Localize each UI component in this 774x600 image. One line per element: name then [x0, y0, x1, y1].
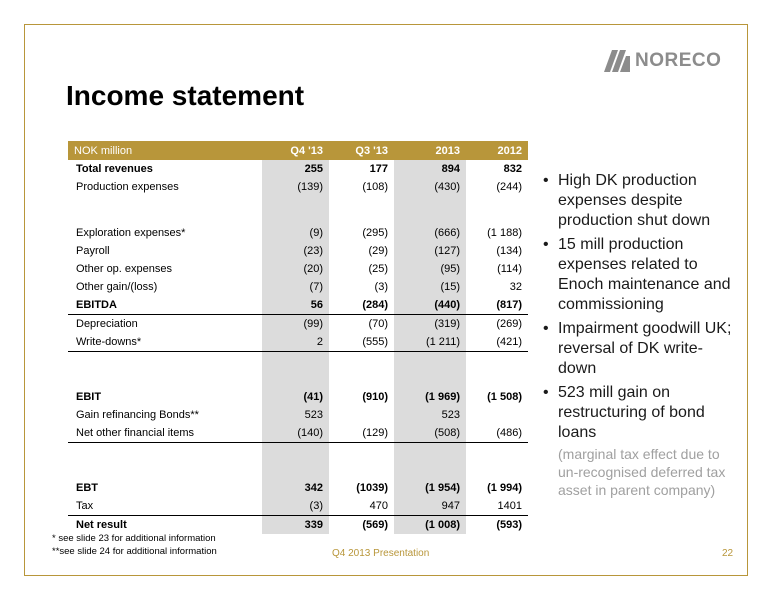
bullet-text: Impairment goodwill UK; reversal of DK write-down	[558, 320, 732, 377]
row-label: Net result	[76, 519, 127, 531]
table-row	[68, 406, 528, 424]
row-label: Total revenues	[76, 163, 153, 175]
table-cell	[466, 196, 528, 224]
noreco-logo-icon	[604, 50, 630, 72]
table-cell: 470	[329, 497, 394, 516]
table-row	[68, 160, 528, 178]
bullet-note: (marginal tax effect due to un-recognised deferred tax asset in parent company)	[558, 446, 726, 498]
table-row	[68, 333, 528, 352]
bullet-dot-icon: •	[543, 172, 549, 189]
table-cell: (9)	[262, 224, 329, 242]
footnote: **see slide 24 for additional information	[52, 546, 217, 557]
table-cell	[466, 406, 528, 424]
table-cell	[394, 352, 466, 389]
table-row	[68, 479, 528, 497]
table-row	[68, 497, 528, 516]
table-cell: (508)	[394, 424, 466, 443]
table-cell: 177	[369, 163, 388, 175]
table-row	[68, 296, 528, 315]
table-cell: (140)	[262, 424, 329, 443]
bullet-text: 523 mill gain on restructuring of bond loans	[558, 384, 705, 441]
row-label: Gain refinancing Bonds**	[76, 409, 199, 421]
bullet-item	[540, 235, 740, 315]
table-cell: (70)	[368, 318, 388, 330]
table-cell: (25)	[368, 263, 388, 275]
table-cell	[394, 196, 466, 224]
row-label	[68, 352, 262, 389]
table-row	[68, 443, 528, 480]
row-label: Tax	[68, 497, 262, 516]
row-label	[68, 443, 262, 480]
row-label	[68, 196, 262, 224]
table-cell: (910)	[362, 391, 388, 403]
table-cell: (1039)	[356, 482, 388, 494]
header-cell: Q3 '13	[329, 141, 394, 160]
table-cell: 32	[509, 281, 522, 293]
row-label: Exploration expenses*	[76, 227, 186, 239]
header-cell: NOK million	[68, 141, 262, 160]
table-cell: (244)	[496, 181, 522, 193]
bullet-text: 15 mill production expenses related to Enoch maintenance and commissioning	[558, 236, 731, 313]
table-cell: (15)	[394, 278, 466, 296]
table-cell	[466, 352, 528, 389]
table-cell: (284)	[329, 296, 394, 315]
table-cell: 1401	[466, 497, 528, 516]
bullet-item	[540, 319, 740, 379]
table-cell: (295)	[362, 227, 388, 239]
table-row	[68, 388, 528, 406]
table-cell: (20)	[262, 260, 329, 278]
table-row	[68, 260, 528, 278]
table-cell: (29)	[368, 245, 388, 257]
row-label: Depreciation	[76, 318, 138, 330]
row-label: EBT	[76, 482, 98, 494]
table-cell: 523	[394, 406, 466, 424]
table-row	[68, 278, 528, 296]
table-cell: (593)	[496, 519, 522, 531]
table-cell	[329, 352, 394, 389]
header-cell: 2013	[394, 141, 466, 160]
table-cell: (1 008)	[394, 516, 466, 535]
table-cell: (1 954)	[394, 479, 466, 497]
table-row	[68, 178, 528, 196]
table-cell: (269)	[496, 318, 522, 330]
table-cell: (134)	[496, 245, 522, 257]
row-label: Write-downs*	[68, 333, 262, 352]
table-row	[68, 516, 528, 535]
table-cell: (1 969)	[394, 388, 466, 406]
table-row	[68, 352, 528, 389]
footnote: * see slide 23 for additional information	[52, 533, 216, 544]
table-cell: 255	[262, 160, 329, 178]
income-statement-table	[68, 141, 528, 534]
table-cell: 342	[262, 479, 329, 497]
table-cell: 56	[262, 296, 329, 315]
table-cell: (1 994)	[487, 482, 522, 494]
table-cell: 339	[262, 516, 329, 535]
table-cell: (127)	[394, 242, 466, 260]
table-cell	[329, 443, 394, 480]
table-cell: (7)	[262, 278, 329, 296]
table-body	[68, 160, 528, 534]
table-cell: (430)	[394, 178, 466, 196]
table-cell: (319)	[394, 315, 466, 334]
table-row	[68, 424, 528, 443]
footer-text: Q4 2013 Presentation	[332, 548, 430, 559]
header-cell: 2012	[466, 141, 528, 160]
row-label: Net other financial items	[68, 424, 262, 443]
row-label: EBIT	[76, 391, 102, 403]
table-cell: (1 211)	[394, 333, 466, 352]
row-label: Production expenses	[76, 181, 179, 193]
table-cell	[262, 196, 329, 224]
table-cell: (1 508)	[487, 391, 522, 403]
table-cell	[262, 443, 329, 480]
bullet-dot-icon: •	[543, 236, 549, 253]
logo-text: NORECO	[635, 50, 722, 71]
bullet-dot-icon: •	[543, 320, 549, 337]
header-cell: Q4 '13	[262, 141, 329, 160]
table-cell: (139)	[262, 178, 329, 196]
table-row	[68, 196, 528, 224]
table-row	[68, 224, 528, 242]
table-cell: 894	[394, 160, 466, 178]
row-label: EBITDA	[68, 296, 262, 315]
table-cell	[329, 196, 394, 224]
table-cell: 947	[394, 497, 466, 516]
table-row	[68, 242, 528, 260]
table-cell: (23)	[262, 242, 329, 260]
bullet-dot-icon: •	[543, 384, 549, 401]
table-cell: (440)	[394, 296, 466, 315]
table-cell: (817)	[466, 296, 528, 315]
table-cell: 523	[262, 406, 329, 424]
table-cell: (421)	[466, 333, 528, 352]
page-number: 22	[722, 548, 734, 559]
table-cell: 832	[503, 163, 522, 175]
table-cell	[466, 443, 528, 480]
page-title: Income statement	[66, 80, 305, 111]
row-label: Other op. expenses	[76, 263, 173, 275]
table-cell: (95)	[394, 260, 466, 278]
table-cell	[394, 443, 466, 480]
table-cell: (569)	[362, 519, 388, 531]
bullet-item	[540, 171, 740, 231]
table-cell: (1 188)	[487, 227, 522, 239]
table-cell: 2	[262, 333, 329, 352]
table-cell: (486)	[466, 424, 528, 443]
table-cell: (108)	[362, 181, 388, 193]
table-cell: (666)	[394, 224, 466, 242]
row-label: Payroll	[76, 245, 110, 257]
table-cell: (129)	[329, 424, 394, 443]
bullet-item	[540, 383, 740, 499]
table-cell	[329, 406, 394, 424]
table-cell: (3)	[374, 281, 388, 293]
table-cell: (41)	[262, 388, 329, 406]
row-label: Other gain/(loss)	[76, 281, 158, 293]
commentary-bullets	[540, 171, 740, 503]
table-header-row	[68, 141, 528, 160]
table-cell: (555)	[329, 333, 394, 352]
table-cell	[262, 352, 329, 389]
table-cell: (3)	[262, 497, 329, 516]
table-row	[68, 315, 528, 334]
bullet-text: High DK production expenses despite production shut down	[558, 172, 711, 229]
table-cell: (114)	[497, 263, 522, 275]
noreco-logo	[604, 50, 721, 72]
table-cell: (99)	[262, 315, 329, 334]
